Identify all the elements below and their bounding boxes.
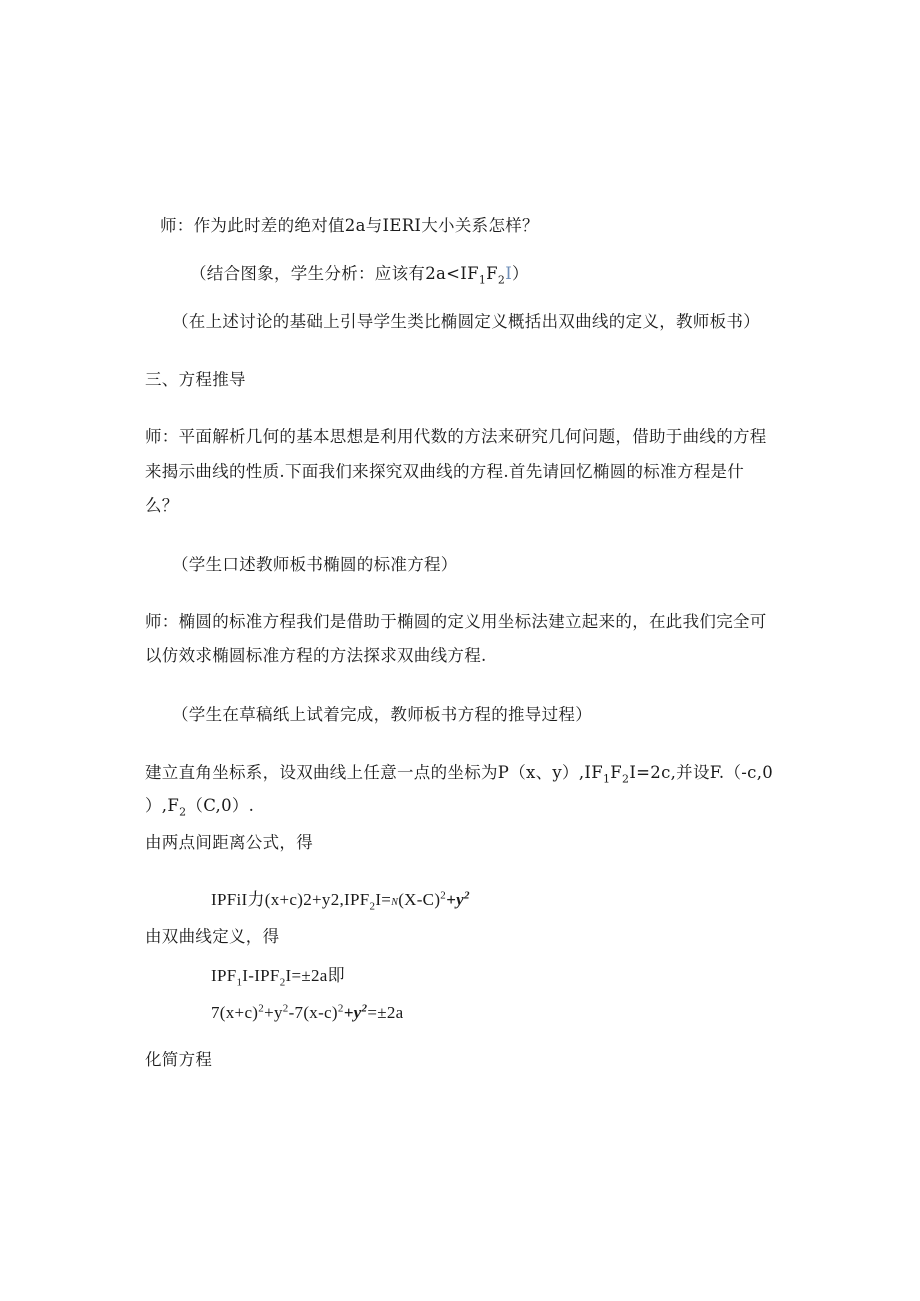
student-note-line [172, 555, 458, 575]
subscript: 1 [236, 976, 243, 989]
distance-formula [211, 890, 470, 913]
guidance-note-line [172, 312, 760, 332]
text-run: ）,F [145, 796, 180, 815]
text-run: 师：作为此时差的绝对值2a与IERI大小关系怎样？ [160, 216, 539, 235]
text-run: 来揭示曲线的性质.下面我们来探究双曲线的方程.首先请回忆椭圆的标准方程是什 [145, 462, 745, 481]
paragraph-line [145, 612, 767, 632]
subscript: 1 [602, 772, 611, 786]
text-run: 么？ [145, 496, 179, 515]
text-run: -7(x-c) [288, 1003, 338, 1022]
subscript: 2 [497, 273, 506, 287]
paragraph-line [145, 833, 313, 853]
text-run: I=±2a即 [285, 966, 345, 985]
superscript: 2 [463, 889, 470, 902]
text-run: ） [512, 264, 529, 283]
paragraph-line [145, 462, 744, 482]
text-run: I= [375, 890, 392, 909]
subscript: 2 [369, 900, 376, 913]
text-run: 以仿效求椭圆标准方程的方法探求双曲线方程. [145, 646, 487, 665]
superscript: 2 [440, 889, 447, 902]
subscript: 1 [478, 273, 487, 287]
text-run: 化简方程 [145, 1050, 213, 1069]
text-run: +y [264, 1003, 283, 1022]
text-run: （学生口述教师板书椭圆的标准方程） [172, 555, 458, 574]
student-analysis-line [190, 264, 529, 287]
coordinate-setup-line [145, 796, 255, 819]
text-run: I [505, 264, 513, 283]
paragraph-line [145, 646, 487, 666]
text-run: =±2a [367, 1003, 404, 1022]
student-note-line [172, 705, 592, 725]
subscript: 2 [279, 976, 286, 989]
definition-formula [211, 966, 345, 989]
text-run: IPF [211, 966, 237, 985]
text-run: I=2c,并设F.（-c,0 [629, 763, 774, 782]
text-run: I-IPF [242, 966, 280, 985]
teacher-question-line [160, 216, 539, 236]
text-run: 由双曲线定义，得 [145, 927, 280, 946]
text-run: 7(x+c) [211, 1003, 259, 1022]
superscript: 2 [361, 1002, 368, 1015]
text-run: 建立直角坐标系，设双曲线上任意一点的坐标为P（x、y）,IF [145, 763, 603, 782]
paragraph-line [145, 927, 279, 947]
text-run: +y [343, 1003, 362, 1022]
superscript: 2 [282, 1002, 289, 1015]
text-run: （结合图象，学生分析：应该有2a<IF [190, 264, 479, 283]
expanded-formula [211, 1003, 404, 1023]
text-run: F [610, 763, 623, 782]
text-run: +y [446, 890, 464, 909]
paragraph-line [145, 1050, 212, 1070]
text-run: 三、方程推导 [145, 370, 246, 389]
text-run: 师：平面解析几何的基本思想是利用代数的方法来研究几何问题，借助于曲线的方程 [145, 427, 767, 446]
subscript: 2 [622, 772, 630, 786]
text-run: （C,0）. [186, 796, 255, 815]
text-run: F [486, 264, 498, 283]
text-run: （学生在草稿纸上试着完成，教师板书方程的推导过程） [172, 705, 592, 724]
coordinate-setup-line [145, 763, 774, 786]
subscript: 2 [179, 805, 187, 819]
section-heading [145, 370, 246, 390]
paragraph-line [145, 427, 767, 447]
text-run: 师：椭圆的标准方程我们是借助于椭圆的定义用坐标法建立起来的，在此我们完全可 [145, 612, 767, 631]
paragraph-line [145, 496, 179, 516]
sqrt-icon: N [391, 897, 399, 908]
text-run: (X-C) [398, 890, 441, 909]
text-run: 由两点间距离公式，得 [145, 833, 313, 852]
text-run: IPFiI力(x+c)2+y2,IPF [211, 890, 370, 909]
text-run: （在上述讨论的基础上引导学生类比椭圆定义概括出双曲线的定义，教师板书） [172, 312, 760, 331]
superscript: 2 [258, 1002, 265, 1015]
superscript: 2 [337, 1002, 344, 1015]
